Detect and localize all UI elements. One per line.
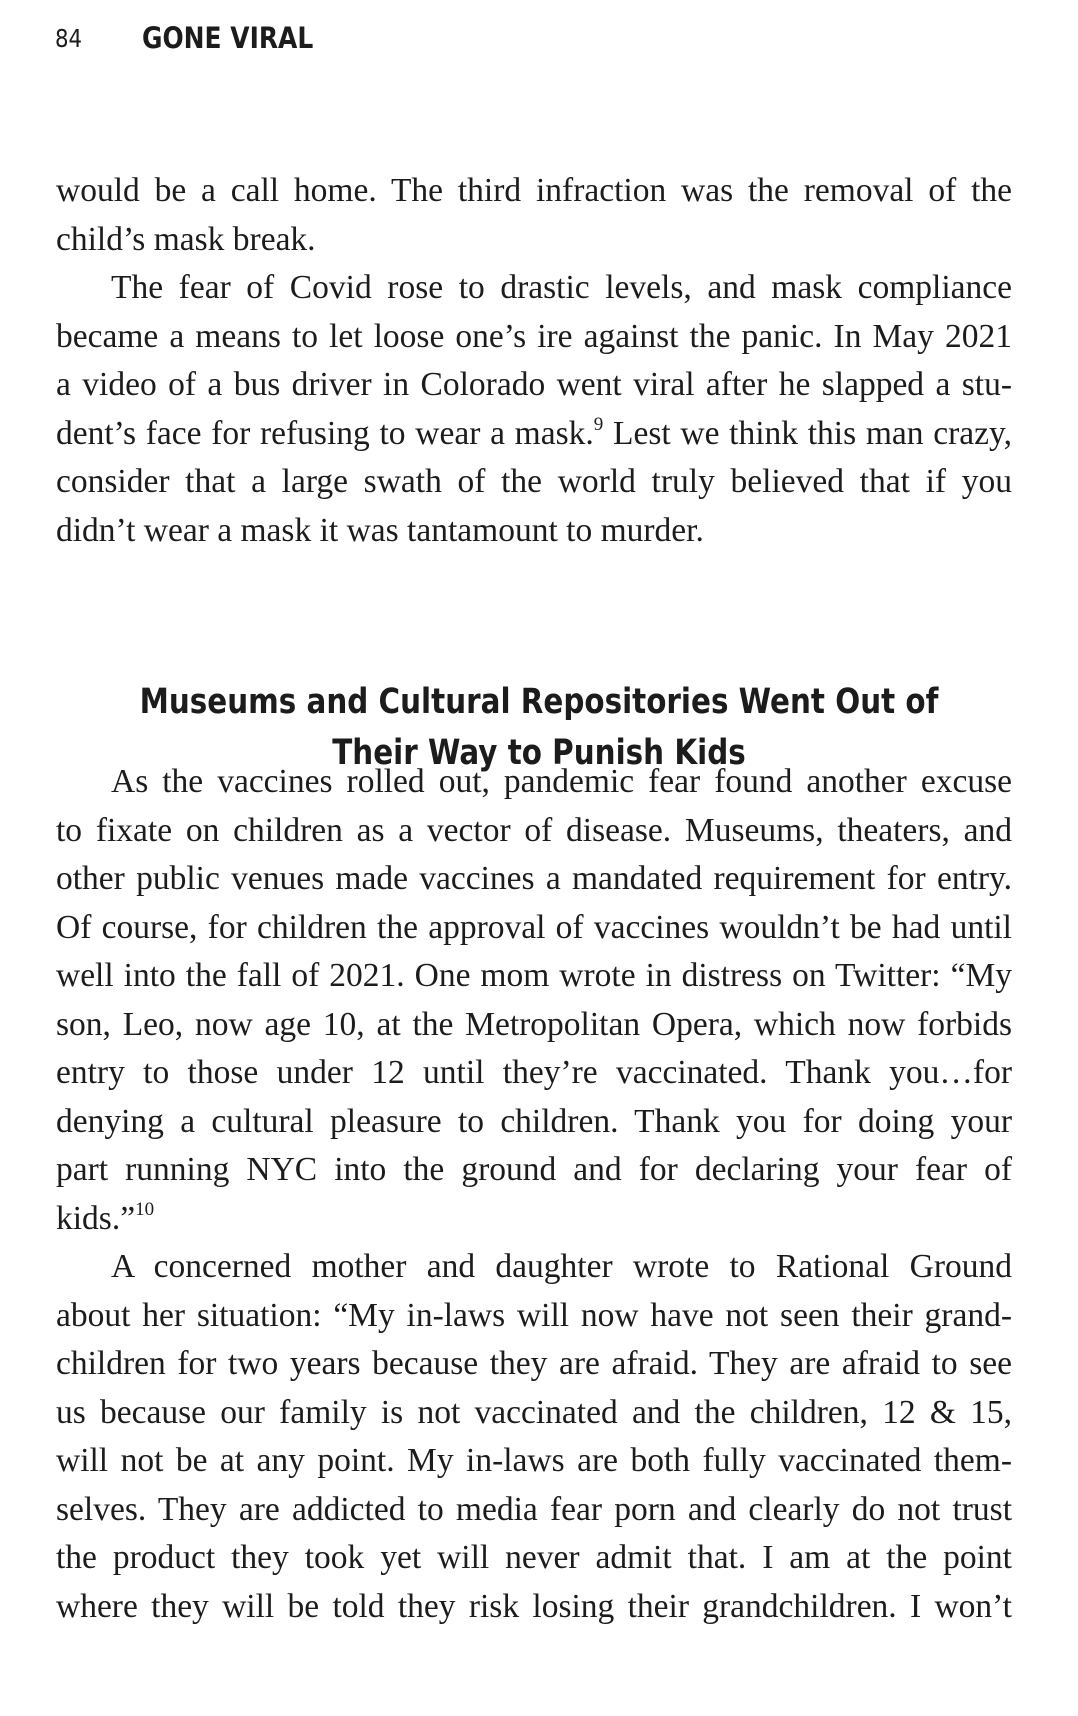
footnote-marker: 9 bbox=[593, 413, 604, 435]
text-line: son, Leo, now age 10, at the Metropolitan Opera, which now forbids bbox=[56, 1005, 1012, 1043]
text-line: child’s mask break. bbox=[56, 220, 316, 258]
text-line: selves. They are addicted to media fear porn and clearly do not trust bbox=[56, 1490, 1012, 1528]
section-heading-line-1: Museums and Cultural Repositories Went Out of bbox=[139, 682, 939, 723]
text-line bbox=[56, 410, 1012, 459]
page-number: 84 bbox=[55, 23, 83, 53]
footnote-marker: 10 bbox=[135, 1198, 155, 1220]
text-line: A concerned mother and daughter wrote to Rational Ground bbox=[111, 1248, 1012, 1285]
paragraph-block-2 bbox=[56, 758, 1012, 1631]
text-line: entry to those under 12 until they’re vaccinated. Thank you…for bbox=[56, 1054, 1012, 1091]
text-line: denying a cultural pleasure to children. Thank you for doing your bbox=[56, 1102, 1012, 1140]
book-title: GONE VIRAL bbox=[142, 21, 314, 55]
text-line: would be a call home. The third infraction was the removal of the bbox=[56, 172, 1012, 209]
text-line: children for two years because they are afraid. They are afraid to see bbox=[56, 1345, 1012, 1382]
text-line: to fixate on children as a vector of disease. Museums, theaters, and bbox=[56, 811, 1012, 849]
text-line: us because our family is not vaccinated and the children, 12 & 15, bbox=[56, 1393, 1012, 1431]
text-line: the product they took yet will never admit that. I am at the point bbox=[56, 1539, 1012, 1576]
section-heading-line-2: Their Way to Punish Kids bbox=[332, 733, 746, 774]
running-head bbox=[55, 18, 341, 58]
text-line: consider that a large swath of the world truly believed that if you bbox=[56, 463, 1012, 500]
text-line: didn’t wear a mask it was tantamount to murder. bbox=[56, 511, 704, 549]
text-line: other public venues made vaccines a mandated requirement for entry. bbox=[56, 860, 1012, 897]
text-line: As the vaccines rolled out, pandemic fear found another excuse bbox=[111, 763, 1012, 800]
text-line bbox=[56, 1195, 1012, 1244]
paragraph-block-1 bbox=[56, 167, 1012, 555]
text-fragment: dent’s face for refusing to wear a mask. bbox=[56, 414, 594, 452]
text-line: became a means to let loose one’s ire against the panic. In May 2021 bbox=[56, 317, 1012, 355]
text-line: Of course, for children the approval of vaccines wouldn’t be had until bbox=[56, 908, 1012, 946]
text-line: a video of a bus driver in Colorado went viral after he slapped a stu- bbox=[56, 366, 1012, 403]
text-line: about her situation: “My in-laws will now have not seen their grand- bbox=[56, 1296, 1012, 1334]
text-fragment: kids.” bbox=[56, 1199, 136, 1237]
text-line: well into the fall of 2021. One mom wrote in distress on Twitter: “My bbox=[56, 957, 1012, 994]
text-fragment: Lest we think this man crazy, bbox=[603, 414, 1012, 452]
text-line: The fear of Covid rose to drastic levels, and mask compliance bbox=[111, 269, 1012, 306]
text-line: part running NYC into the ground and for declaring your fear of bbox=[56, 1151, 1012, 1188]
text-line: will not be at any point. My in-laws are both fully vaccinated them- bbox=[56, 1442, 1012, 1479]
text-line: where they will be told they risk losing their grandchildren. I won’t bbox=[56, 1587, 1012, 1625]
